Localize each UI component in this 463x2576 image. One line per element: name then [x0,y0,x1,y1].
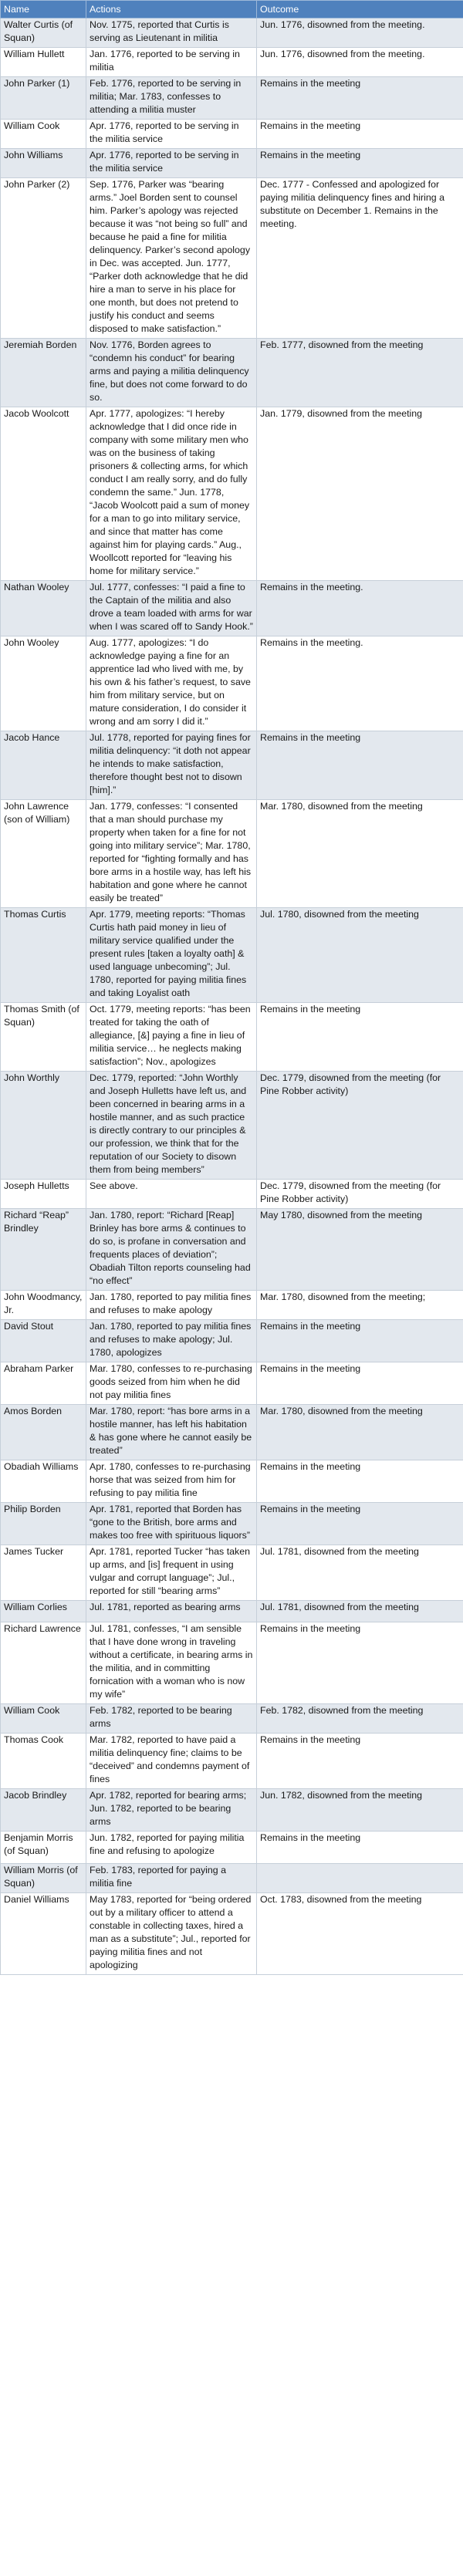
table-row [1,731,463,800]
cell-name: Daniel Williams [1,1893,86,1975]
cell-outcome: Remains in the meeting [257,1320,463,1362]
cell-outcome: Feb. 1777, disowned from the meeting [257,339,463,407]
cell-actions: May 1783, reported for “being ordered out by a military officer to attend a constable in collecting taxes, hired a man as a substitute”; Jul., reported for paying militia fines and not apologizing [86,1893,257,1975]
cell-actions: Oct. 1779, meeting reports: “has been treated for taking the oath of allegiance, [&] paying a fine in lieu of militia service… he neglects making satisfaction”; Nov., apologizes [86,1003,257,1072]
cell-outcome: Feb. 1782, disowned from the meeting [257,1704,463,1734]
table-row [1,1704,463,1734]
table-row [1,1622,463,1704]
cell-name: Nathan Wooley [1,581,86,636]
cell-name: John Lawrence (son of William) [1,800,86,908]
cell-name: Jacob Hance [1,731,86,800]
cell-outcome: Remains in the meeting [257,731,463,800]
table-row [1,77,463,120]
cell-outcome: Dec. 1779, disowned from the meeting (for Pine Robber activity) [257,1180,463,1209]
table-row [1,178,463,339]
cell-actions: Jul. 1778, reported for paying fines for militia delinquency: “it doth not appear he intends to make satisfaction, therefore thought best not to disown [him].” [86,731,257,800]
cell-actions: Apr. 1776, reported to be serving in the militia service [86,149,257,178]
table-row [1,48,463,77]
table-row [1,1072,463,1180]
cell-actions: Apr. 1781, reported Tucker “has taken up arms, and [is] frequent in using vulgar and corrupt language”; Jul., reported for still “bearing arms” [86,1545,257,1601]
table-row [1,407,463,581]
cell-outcome: Mar. 1780, disowned from the meeting [257,1405,463,1460]
cell-actions: Jan. 1780, reported to pay militia fines and refuses to make apology [86,1291,257,1320]
cell-name: Amos Borden [1,1405,86,1460]
cell-name: Thomas Curtis [1,908,86,1003]
cell-name: John Worthly [1,1072,86,1180]
cell-actions: Aug. 1777, apologizes: “I do acknowledge paying a fine for an apprentice lad who lived with me, by his own & his father’s request, to save him from military service, but on mature consideration, I do consider it wrong and am sorry I did it.” [86,636,257,731]
cell-actions: Apr. 1781, reported that Borden has “gone to the British, bore arms and makes too free with spirituous liquors” [86,1503,257,1545]
cell-actions: Apr. 1780, confesses to re-purchasing horse that was seized from him for refusing to pay militia fine [86,1460,257,1503]
cell-outcome: Dec. 1779, disowned from the meeting (for Pine Robber activity) [257,1072,463,1180]
column-header-name: Name [1,1,86,19]
cell-actions: Jul. 1781, reported as bearing arms [86,1601,257,1622]
cell-name: Jacob Woolcott [1,407,86,581]
table-row [1,581,463,636]
cell-actions: Jan. 1780, reported to pay militia fines and refuses to make apology; Jul. 1780, apologizes [86,1320,257,1362]
cell-name: Abraham Parker [1,1362,86,1405]
cell-actions: Dec. 1779, reported: “John Worthly and Joseph Hulletts have left us, and been concerned in bearing arms in a hostile manner, and as such practice is directly contrary to our principles & our profession, we think that for the reputation of our Society to disown them from being members” [86,1072,257,1180]
cell-name: Thomas Cook [1,1734,86,1789]
cell-outcome: Remains in the meeting [257,1832,463,1864]
table-row [1,1789,463,1832]
cell-outcome: Remains in the meeting [257,1503,463,1545]
table-row [1,1545,463,1601]
cell-actions: Mar. 1780, report: “has bore arms in a hostile manner, has left his habitation & has gone where he cannot easily be treated” [86,1405,257,1460]
cell-actions: Nov. 1775, reported that Curtis is serving as Lieutenant in militia [86,19,257,48]
cell-name: Thomas Smith (of Squan) [1,1003,86,1072]
table-row [1,1503,463,1545]
cell-outcome: Remains in the meeting. [257,636,463,731]
cell-outcome: Remains in the meeting [257,1734,463,1789]
table-row [1,908,463,1003]
cell-outcome: Mar. 1780, disowned from the meeting; [257,1291,463,1320]
cell-outcome: Remains in the meeting [257,1003,463,1072]
table-row [1,1362,463,1405]
table-row [1,1209,463,1291]
column-header-outcome: Outcome [257,1,463,19]
table-row [1,800,463,908]
cell-actions: Apr. 1779, meeting reports: “Thomas Curtis hath paid money in lieu of military service qualified under the present rules [taken a loyalty oath] & used language unbecoming”; Jul. 1780, reported for paying militia fines and taking Loyalist oath [86,908,257,1003]
cell-outcome: Jun. 1782, disowned from the meeting [257,1789,463,1832]
cell-name: Richard Lawrence [1,1622,86,1704]
cell-name: Joseph Hulletts [1,1180,86,1209]
cell-name: Walter Curtis (of Squan) [1,19,86,48]
cell-name: Obadiah Williams [1,1460,86,1503]
cell-outcome: Remains in the meeting [257,1460,463,1503]
cell-outcome: Mar. 1780, disowned from the meeting [257,800,463,908]
cell-outcome: Remains in the meeting [257,1362,463,1405]
table-row [1,120,463,149]
cell-name: John Wooley [1,636,86,731]
cell-outcome: Dec. 1777 - Confessed and apologized for paying militia delinquency fines and hiring a substitute on December 1. Remains in the meeting. [257,178,463,339]
table-row [1,1180,463,1209]
cell-actions: Feb. 1782, reported to be bearing arms [86,1704,257,1734]
table-row [1,1893,463,1975]
cell-name: Jacob Brindley [1,1789,86,1832]
cell-name: William Cook [1,1704,86,1734]
cell-outcome: Remains in the meeting [257,1622,463,1704]
table-row [1,149,463,178]
table-row [1,1460,463,1503]
table-row [1,1320,463,1362]
cell-outcome: Remains in the meeting [257,77,463,120]
table-row [1,339,463,407]
cell-actions: Apr. 1782, reported for bearing arms; Jun. 1782, reported to be bearing arms [86,1789,257,1832]
cell-outcome: Remains in the meeting [257,149,463,178]
cell-name: John Parker (2) [1,178,86,339]
cell-name: William Morris (of Squan) [1,1864,86,1893]
cell-actions: Apr. 1776, reported to be serving in the militia service [86,120,257,149]
cell-outcome: May 1780, disowned from the meeting [257,1209,463,1291]
cell-actions: See above. [86,1180,257,1209]
cell-outcome [257,1864,463,1893]
cell-name: Richard “Reap” Brindley [1,1209,86,1291]
table-row [1,19,463,48]
cell-actions: Feb. 1776, reported to be serving in militia; Mar. 1783, confesses to attending a militia muster [86,77,257,120]
cell-actions: Jan. 1780, report: “Richard [Reap] Brinley has bore arms & continues to do so, is profane in conversation and frequents places of deviation”; Obadiah Tilton reports counseling had “no effect” [86,1209,257,1291]
cell-name: John Parker (1) [1,77,86,120]
table-row [1,1832,463,1864]
cell-actions: Mar. 1780, confesses to re-purchasing goods seized from him when he did not pay militia fines [86,1362,257,1405]
cell-actions: Jul. 1781, confesses, “I am sensible that I have done wrong in traveling without a certificate, in bearing arms in the militia, and in committing fornication with a woman who is now my wife” [86,1622,257,1704]
cell-name: John Woodmancy, Jr. [1,1291,86,1320]
cell-name: William Hullett [1,48,86,77]
cell-name: John Williams [1,149,86,178]
cell-actions: Jan. 1779, confesses: “I consented that a man should purchase my property when taken for a fine for not going into military service”; Mar. 1780, reported for “fighting formally and has bore arms in a hostile way, has left his habitation and gone where he cannot easily be treated” [86,800,257,908]
table-row [1,636,463,731]
cell-outcome: Jul. 1781, disowned from the meeting [257,1545,463,1601]
column-header-actions: Actions [86,1,257,19]
table-row [1,1003,463,1072]
cell-name: Jeremiah Borden [1,339,86,407]
cell-outcome: Remains in the meeting. [257,581,463,636]
cell-name: William Corlies [1,1601,86,1622]
table-row [1,1291,463,1320]
cell-actions: Jun. 1782, reported for paying militia fine and refusing to apologize [86,1832,257,1864]
cell-outcome: Oct. 1783, disowned from the meeting [257,1893,463,1975]
cell-outcome: Remains in the meeting [257,120,463,149]
cell-outcome: Jun. 1776, disowned from the meeting. [257,48,463,77]
cell-outcome: Jan. 1779, disowned from the meeting [257,407,463,581]
table-row [1,1405,463,1460]
cell-actions: Jul. 1777, confesses: “I paid a fine to the Captain of the militia and also drove a team loaded with arms for war when I was scared off to Sandy Hook.” [86,581,257,636]
cell-outcome: Jul. 1780, disowned from the meeting [257,908,463,1003]
cell-name: David Stout [1,1320,86,1362]
table-row [1,1734,463,1789]
table-body [1,19,463,1975]
cell-actions: Apr. 1777, apologizes: “I hereby acknowledge that I did once ride in company with some military men who was on the business of taking prisoners & collecting arms, for which conduct I am really sorry, and do fully condemn the same.” Jun. 1778, “Jacob Woolcott paid a sum of money for a man to go into military service, and since that matter has come against him for playing cards.” Aug., Woollcott reported for “leaving his home for military service.” [86,407,257,581]
table-row [1,1601,463,1622]
cell-name: Philip Borden [1,1503,86,1545]
table-row [1,1864,463,1893]
cell-outcome: Jul. 1781, disowned from the meeting [257,1601,463,1622]
cell-name: William Cook [1,120,86,149]
cell-actions: Jan. 1776, reported to be serving in militia [86,48,257,77]
cell-actions: Mar. 1782, reported to have paid a militia delinquency fine; claims to be “deceived” and condemns payment of fines [86,1734,257,1789]
cell-outcome: Jun. 1776, disowned from the meeting. [257,19,463,48]
cell-name: James Tucker [1,1545,86,1601]
header-row [1,1,463,19]
cell-actions: Nov. 1776, Borden agrees to “condemn his conduct” for bearing arms and paying a militia delinquency fine, but does not come forward to do so. [86,339,257,407]
cell-name: Benjamin Morris (of Squan) [1,1832,86,1864]
cell-actions: Feb. 1783, reported for paying a militia fine [86,1864,257,1893]
cell-actions: Sep. 1776, Parker was “bearing arms.” Joel Borden sent to counsel him. Parker’s apology was rejected because it was “not being so full” and because he paid a fine for militia delinquency. Parker’s second apology in Dec. was accepted. Jun. 1777, “Parker doth acknowledge that he did hire a man to serve in his place for one month, but does not pretend to justify his conduct and seems disposed to make satisfaction.” [86,178,257,339]
